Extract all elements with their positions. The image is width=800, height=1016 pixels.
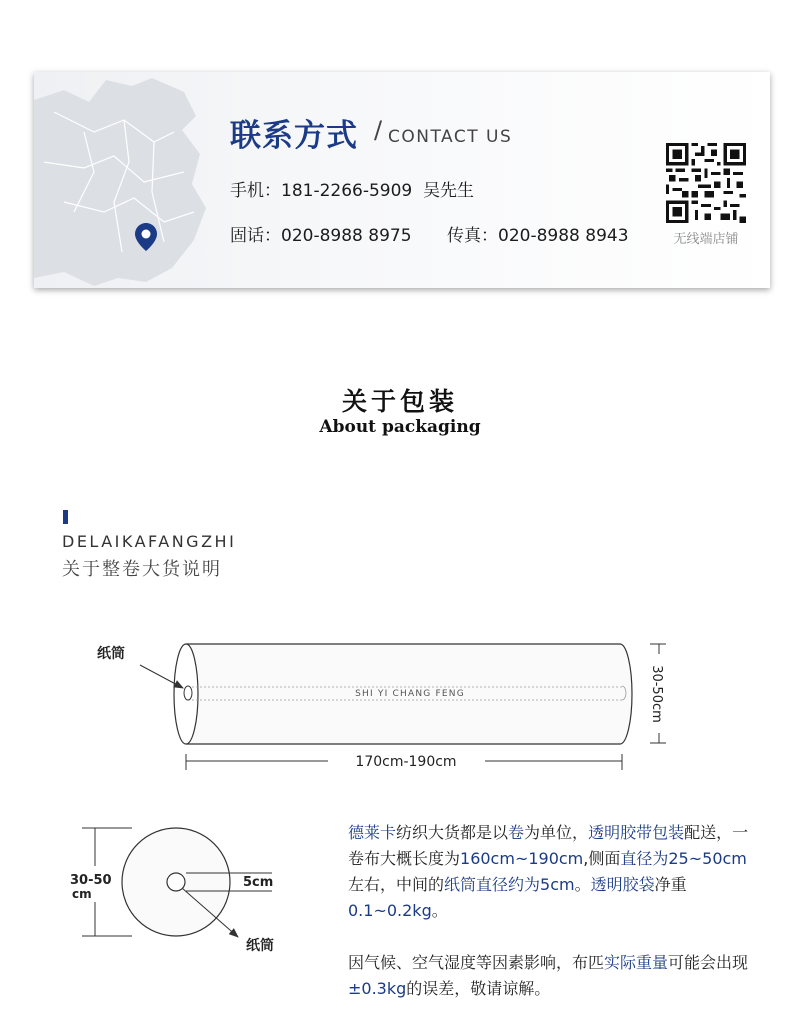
qr-code-icon[interactable]	[666, 143, 746, 223]
body-text: 配送，一卷布大概长度为	[348, 823, 749, 868]
highlight-text: 德莱卡	[348, 823, 397, 842]
packaging-description	[348, 820, 758, 1002]
title-divider: /	[374, 116, 383, 144]
core-size-label: 5cm	[243, 875, 274, 890]
mobile-label: 手机：	[230, 181, 281, 201]
diameter-label-side: 30-50cm	[649, 665, 664, 723]
body-text: 。	[574, 875, 591, 894]
phone-number[interactable]: 020-8988 8975	[281, 226, 412, 246]
highlight-text: 纸筒直径约为5cm	[444, 875, 575, 894]
mobile-number[interactable]: 181-2266-5909	[281, 181, 413, 201]
highlight-text: 透明胶袋	[590, 875, 655, 894]
contact-title-en: CONTACT US	[388, 127, 513, 147]
tube-label-end: 纸筒	[246, 938, 274, 954]
contact-card	[34, 72, 770, 288]
body-text: 的误差，敬请谅解。	[406, 979, 551, 998]
length-label: 170cm-190cm	[355, 754, 457, 770]
phone-line	[230, 221, 412, 246]
diameter-unit-end: cm	[72, 887, 92, 901]
packaging-title-en: About packaging	[319, 417, 481, 437]
roll-side-view	[97, 644, 666, 770]
body-text: 因气候、空气湿度等因素影响，布匹	[348, 953, 605, 972]
highlight-text: 160cm~190cm	[460, 849, 584, 868]
body-text: 净重	[654, 875, 687, 894]
qr-caption: 无线端店铺	[673, 232, 739, 247]
highlight-text: 25~50cm	[668, 849, 747, 868]
body-text: 。	[431, 901, 448, 920]
fax-label: 传真：	[447, 226, 498, 246]
section-title-en: DELAIKAFANGZHI	[62, 532, 237, 551]
highlight-text: 直径为	[620, 849, 669, 868]
fax-line	[447, 221, 629, 246]
description-paragraph-1	[348, 820, 758, 924]
mobile-line	[230, 176, 474, 201]
section-title-cn: 关于整卷大货说明	[62, 559, 222, 580]
contact-title: 联系方式	[230, 118, 358, 154]
highlight-text: 卷	[508, 823, 525, 842]
contact-person: 吴先生	[423, 181, 475, 201]
highlight-text: ±0.3kg	[348, 979, 407, 998]
description-paragraph-2	[348, 950, 758, 1002]
diameter-label-end: 30-50	[70, 873, 112, 888]
highlight-text: 透明胶带包装	[588, 823, 685, 842]
body-text: ,侧面	[583, 849, 621, 868]
roll-end-view	[70, 828, 274, 954]
packaging-title: 关于包装	[341, 387, 458, 416]
tube-label-side: 纸筒	[97, 646, 125, 662]
fax-number: 020-8988 8943	[498, 226, 629, 246]
phone-label: 固话：	[230, 226, 281, 246]
location-pin-icon	[134, 222, 158, 252]
roll-brand-text: SHI YI CHANG FENG	[355, 689, 465, 699]
body-text: 为单位，	[524, 823, 589, 842]
body-text: 纺织大货都是以	[396, 823, 509, 842]
highlight-text: 0.1~0.2kg	[348, 901, 432, 920]
highlight-text: 实际重量	[604, 953, 669, 972]
section-accent-bar	[63, 510, 68, 524]
body-text: 左右，中间的	[348, 875, 445, 894]
body-text: 可能会出现	[668, 953, 749, 972]
